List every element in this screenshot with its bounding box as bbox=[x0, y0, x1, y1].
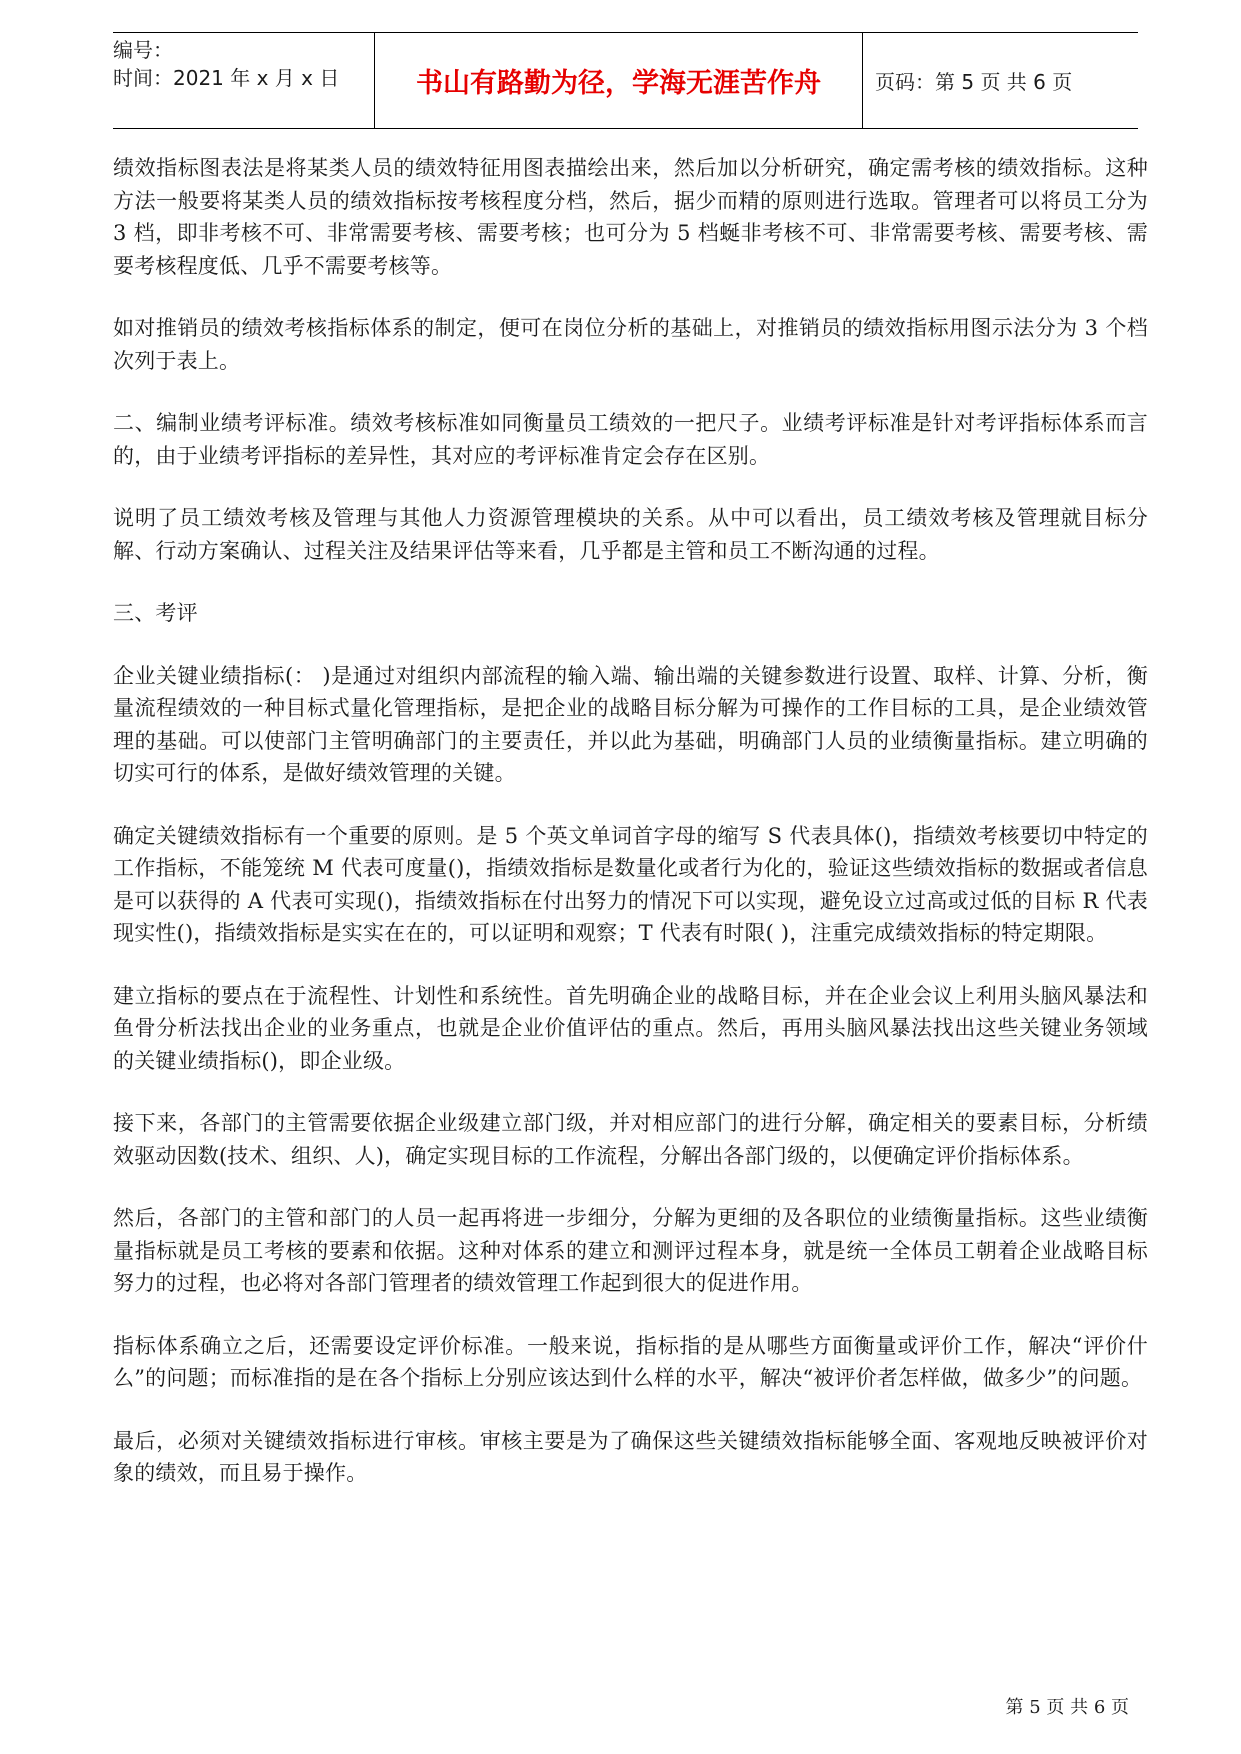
paragraph: 企业关键业绩指标(： )是通过对组织内部流程的输入端、输出端的关键参数进行设置、取样、计算、分析，衡量流程绩效的一种目标式量化管理指标，是把企业的战略目标分解为可操作的工作目标的工具，是企业绩效管理的基础。可以使部门主管明确部门的主要责任，并以此为基础，明确部门人员的业绩衡量指标。建立明确的切实可行的体系，是做好绩效管理的关键。 bbox=[113, 663, 1148, 785]
paragraph: 如对推销员的绩效考核指标体系的制定，便可在岗位分析的基础上，对推销员的绩效指标用图示法分为 3 个档次列于表上。 bbox=[113, 316, 1148, 373]
header-motto: 书山有路勤为径，学海无涯苦作舟 bbox=[375, 33, 863, 128]
paragraph: 绩效指标图表法是将某类人员的绩效特征用图表描绘出来，然后加以分析研究，确定需考核的绩效指标。这种方法一般要将某类人员的绩效指标按考核程度分档，然后，据少而精的原则进行选取。管理者可以将员工分为 3 档，即非考核不可、非常需要考核、需要考核；也可分为 5 档蜒非考核不可、非常需要考核、需要考核、需要考核程度低、几乎不需要考核等。 bbox=[113, 156, 1148, 278]
document-date: 时间：2021 年 x 月 x 日 bbox=[113, 66, 340, 90]
page-header bbox=[113, 32, 1138, 129]
paragraph: 接下来，各部门的主管需要依据企业级建立部门级，并对相应部门的进行分解，确定相关的要素目标，分析绩效驱动因数(技术、组织、人)，确定实现目标的工作流程，分解出各部门级的，以便确定评价指标体系。 bbox=[113, 1111, 1148, 1168]
paragraph: 二、编制业绩考评标准。绩效考核标准如同衡量员工绩效的一把尺子。业绩考评标准是针对考评指标体系而言的，由于业绩考评指标的差异性，其对应的考评标准肯定会存在区别。 bbox=[113, 411, 1148, 468]
paragraph: 指标体系确立之后，还需要设定评价标准。一般来说，指标指的是从哪些方面衡量或评价工作，解决“评价什么”的问题；而标准指的是在各个指标上分别应该达到什么样的水平，解决“被评价者怎样做，做多少”的问题。 bbox=[113, 1333, 1148, 1390]
document-body bbox=[113, 152, 1148, 1520]
paragraph: 最后，必须对关键绩效指标进行审核。审核主要是为了确保这些关键绩效指标能够全面、客观地反映被评价对象的绩效，而且易于操作。 bbox=[113, 1428, 1148, 1485]
header-meta bbox=[113, 33, 375, 128]
document-number-label: 编号： bbox=[113, 38, 173, 62]
header-page-info: 页码：第 5 页 共 6 页 bbox=[875, 70, 1073, 94]
paragraph: 说明了员工绩效考核及管理与其他人力资源管理模块的关系。从中可以看出，员工绩效考核及管理就目标分解、行动方案确认、过程关注及结果评估等来看，几乎都是主管和员工不断沟通的过程。 bbox=[113, 506, 1148, 563]
paragraph: 建立指标的要点在于流程性、计划性和系统性。首先明确企业的战略目标，并在企业会议上利用头脑风暴法和鱼骨分析法找出企业的业务重点，也就是企业价值评估的重点。然后，再用头脑风暴法找出这些关键业务领域的关键业绩指标()，即企业级。 bbox=[113, 983, 1148, 1073]
section-heading: 三、考评 bbox=[113, 601, 198, 625]
page-footer: 第 5 页 共 6 页 bbox=[1005, 1697, 1129, 1718]
paragraph: 确定关键绩效指标有一个重要的原则。是 5 个英文单词首字母的缩写 S 代表具体()，指绩效考核要切中特定的工作指标，不能笼统 M 代表可度量()，指绩效指标是数量化或者行为化的，验证这些绩效指标的数据或者信息是可以获得的 A 代表可实现()，指绩效指标在付出努力的情况下可以实现，避免设立过高或过低的目标 R 代表现实性()，指绩效指标是实实在在的，可以证明和观察；T 代表有时限( )，注重完成绩效指标的特定期限。 bbox=[113, 823, 1148, 945]
paragraph: 然后，各部门的主管和部门的人员一起再将进一步细分，分解为更细的及各职位的业绩衡量指标。这些业绩衡量指标就是员工考核的要素和依据。这种对体系的建立和测评过程本身，就是统一全体员工朝着企业战略目标努力的过程，也必将对各部门管理者的绩效管理工作起到很大的促进作用。 bbox=[113, 1206, 1148, 1295]
